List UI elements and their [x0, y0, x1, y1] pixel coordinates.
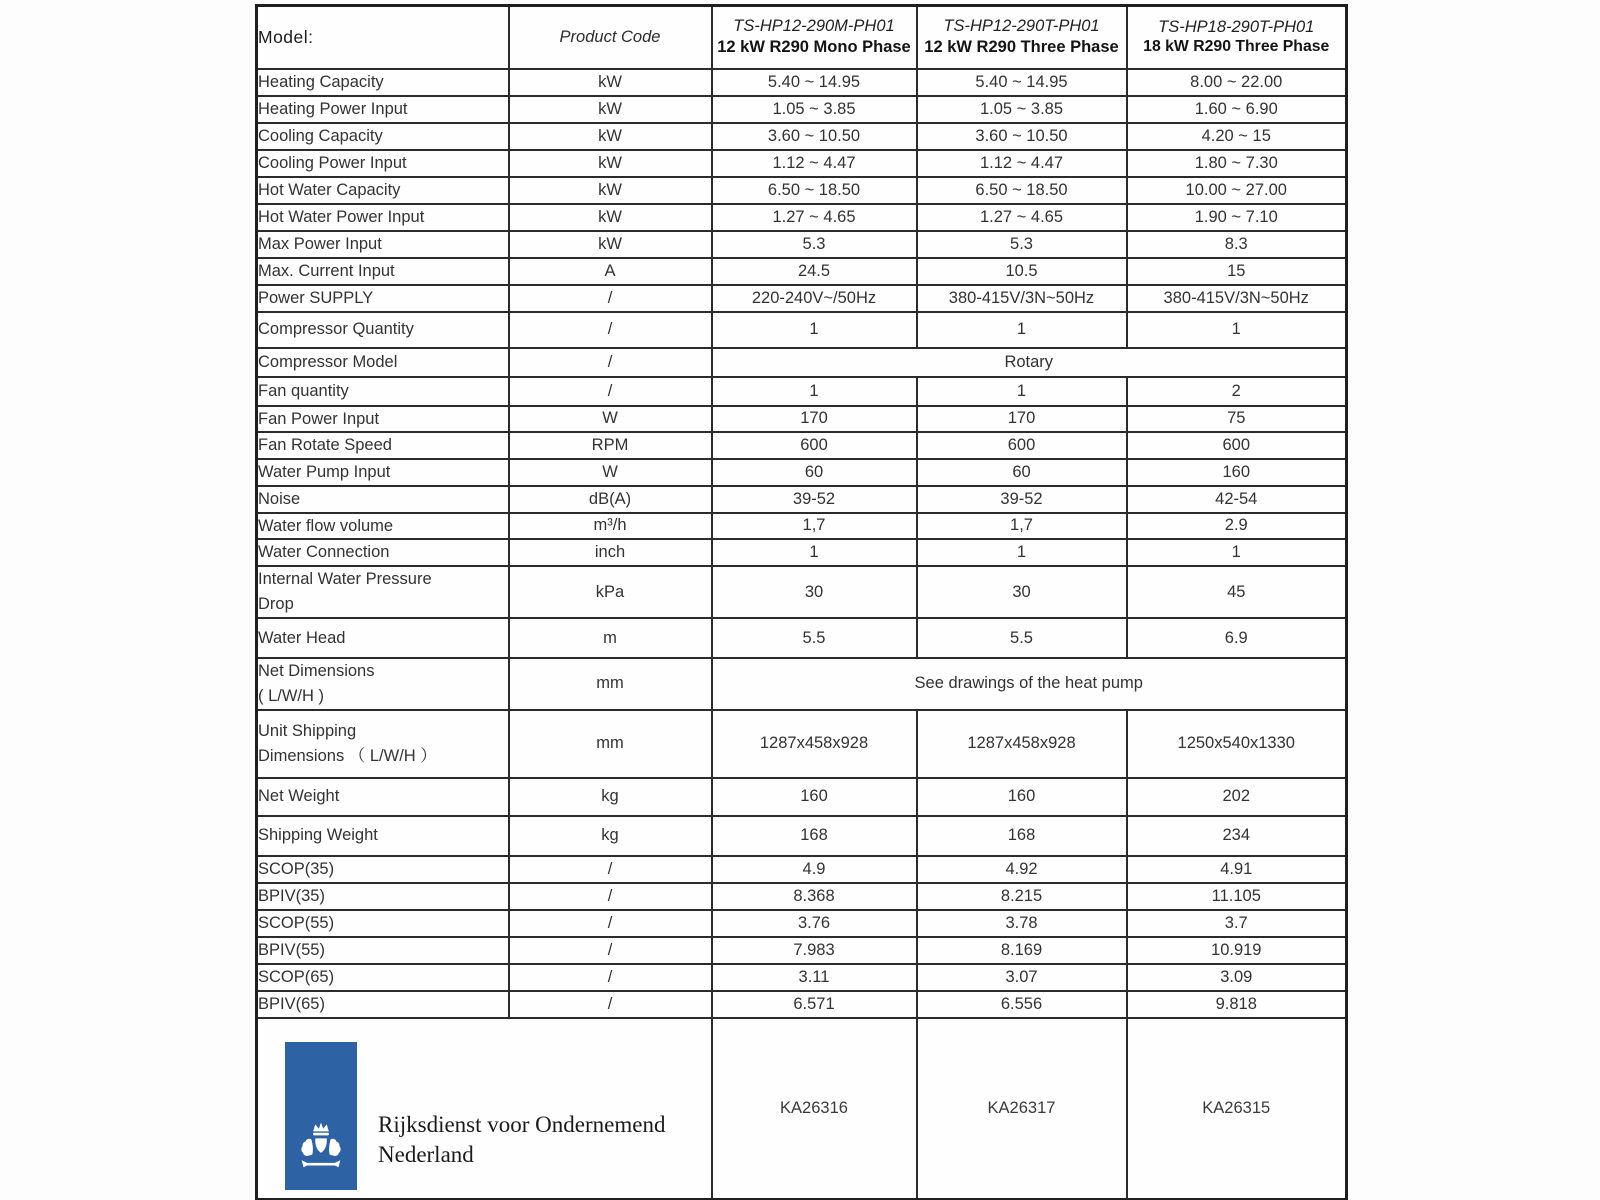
spec-value-cell: 1,7	[917, 513, 1127, 540]
spec-label: Hot Water Power Input	[258, 207, 425, 226]
spec-label-cell	[257, 432, 509, 459]
spec-value-cell: 10.5	[917, 258, 1127, 285]
model-header-cell: Model:	[257, 6, 509, 69]
spec-value-cell: 5.40 ~ 14.95	[712, 69, 917, 96]
spec-unit-cell: inch	[509, 539, 712, 566]
spec-value-cell: 220-240V~/50Hz	[712, 285, 917, 312]
spec-label: BPIV(35)	[258, 886, 325, 905]
spec-unit-cell: /	[509, 910, 712, 937]
spec-label: BPIV(65)	[258, 994, 325, 1013]
spec-label: Fan Rotate Speed	[258, 436, 392, 455]
spec-label-cell	[257, 658, 509, 710]
spec-value-cell: 380-415V/3N~50Hz	[1127, 285, 1347, 312]
spec-row	[257, 566, 1347, 618]
spec-value-cell: 15	[1127, 258, 1347, 285]
spec-unit-cell: kW	[509, 123, 712, 150]
spec-value-cell: 1287x458x928	[712, 710, 917, 778]
spec-value-cell: 170	[712, 406, 917, 433]
model-code: TS-HP18-290T-PH01	[1158, 17, 1315, 36]
spec-header-row	[257, 6, 1347, 69]
spec-value-cell: 5.40 ~ 14.95	[917, 69, 1127, 96]
spec-value-cell: 24.5	[712, 258, 917, 285]
spec-label-cell	[257, 816, 509, 856]
spec-row	[257, 658, 1347, 710]
spec-label-cell	[257, 348, 509, 377]
column-header-model-1	[712, 6, 917, 69]
spec-value-cell: 1.80 ~ 7.30	[1127, 150, 1347, 177]
spec-value-cell: 30	[712, 566, 917, 618]
spec-label: Max. Current Input	[258, 261, 395, 280]
spec-value-cell: 4.91	[1127, 856, 1347, 883]
spec-label: Heating Power Input	[258, 99, 408, 118]
spec-unit-cell: kW	[509, 204, 712, 231]
spec-value-cell: 8.00 ~ 22.00	[1127, 69, 1347, 96]
spec-label-cell	[257, 937, 509, 964]
spec-value-cell: 1	[1127, 312, 1347, 348]
spec-row	[257, 150, 1347, 177]
spec-value-cell: 170	[917, 406, 1127, 433]
spec-value-cell: 30	[917, 566, 1127, 618]
heat-pump-spec-table	[255, 4, 1348, 1200]
spec-row	[257, 486, 1347, 513]
spec-unit-cell: kW	[509, 150, 712, 177]
spec-unit-cell: A	[509, 258, 712, 285]
spec-value-cell: 3.11	[712, 964, 917, 991]
spec-value-cell: 3.60 ~ 10.50	[917, 123, 1127, 150]
spec-unit-cell: kW	[509, 177, 712, 204]
spec-value-cell: 1	[917, 539, 1127, 566]
spec-value-cell: 1	[712, 539, 917, 566]
spec-value-cell: 7.983	[712, 937, 917, 964]
spec-label-cell	[257, 231, 509, 258]
spec-value-cell: 39-52	[917, 486, 1127, 513]
spec-value-cell: 2	[1127, 377, 1347, 406]
spec-value-cell: 42-54	[1127, 486, 1347, 513]
spec-value-cell: 1287x458x928	[917, 710, 1127, 778]
spec-label-cell	[257, 96, 509, 123]
spec-label: SCOP(55)	[258, 913, 335, 932]
rvo-logo	[258, 1026, 711, 1190]
spec-label-cell	[257, 258, 509, 285]
spec-label: Net Weight	[258, 787, 340, 806]
spec-row	[257, 177, 1347, 204]
spec-unit-cell: /	[509, 377, 712, 406]
spec-value-cell: 2.9	[1127, 513, 1347, 540]
spec-unit-cell: dB(A)	[509, 486, 712, 513]
spec-value-cell: 4.9	[712, 856, 917, 883]
spec-label: Net Dimensions	[258, 662, 375, 680]
spec-value-cell: 1.90 ~ 7.10	[1127, 204, 1347, 231]
product-code-header-cell: Product Code	[509, 6, 712, 69]
spec-value-cell: 168	[712, 816, 917, 856]
spec-row	[257, 69, 1347, 96]
spec-row	[257, 406, 1347, 433]
spec-value-cell: 60	[917, 459, 1127, 486]
spec-value-cell: 1.12 ~ 4.47	[712, 150, 917, 177]
spec-value-cell: 11.105	[1127, 883, 1347, 910]
spec-value-cell: 1	[917, 377, 1127, 406]
spec-row	[257, 459, 1347, 486]
spec-label-cell	[257, 991, 509, 1018]
spec-value-cell: 10.919	[1127, 937, 1347, 964]
spec-value-cell: 60	[712, 459, 917, 486]
spec-row	[257, 432, 1347, 459]
spec-label: Cooling Capacity	[258, 126, 383, 145]
spec-value-cell: 1250x540x1330	[1127, 710, 1347, 778]
spec-value-cell: 6.9	[1127, 618, 1347, 658]
spec-value-cell: 160	[712, 778, 917, 816]
spec-row	[257, 910, 1347, 937]
spec-row	[257, 377, 1347, 406]
spec-value-cell: 160	[1127, 459, 1347, 486]
spec-span-value-cell: Rotary	[712, 348, 1347, 377]
spec-label: Water flow volume	[258, 516, 394, 535]
spec-label-cell	[257, 285, 509, 312]
spec-value-cell: 3.07	[917, 964, 1127, 991]
spec-row	[257, 231, 1347, 258]
spec-value-cell: 1.60 ~ 6.90	[1127, 96, 1347, 123]
spec-row	[257, 816, 1347, 856]
spec-value-cell: 1	[712, 377, 917, 406]
spec-unit-cell: mm	[509, 710, 712, 778]
spec-label: Water Head	[258, 628, 346, 647]
spec-unit-cell: /	[509, 937, 712, 964]
spec-value-cell: 3.76	[712, 910, 917, 937]
spec-label: SCOP(35)	[258, 859, 335, 878]
spec-value-cell: 160	[917, 778, 1127, 816]
model-name: 12 kW R290 Mono Phase	[717, 38, 911, 56]
spec-row	[257, 204, 1347, 231]
spec-value-cell: 234	[1127, 816, 1347, 856]
spec-row	[257, 618, 1347, 658]
spec-unit-cell: kW	[509, 96, 712, 123]
spec-label-cell	[257, 513, 509, 540]
certification-code-cell: KA26315	[1127, 1018, 1347, 1200]
spec-row	[257, 513, 1347, 540]
spec-label: Compressor Model	[258, 352, 398, 371]
spec-value-cell: 6.50 ~ 18.50	[917, 177, 1127, 204]
dutch-coat-of-arms-icon	[293, 1119, 349, 1177]
spec-label-line2: Dimensions （ L/W/H ）	[258, 746, 437, 765]
spec-label-cell	[257, 910, 509, 937]
spec-value-cell: 1.05 ~ 3.85	[712, 96, 917, 123]
spec-label: Heating Capacity	[258, 72, 384, 91]
spec-row	[257, 96, 1347, 123]
spec-value-cell: 3.60 ~ 10.50	[712, 123, 917, 150]
spec-value-cell: 8.215	[917, 883, 1127, 910]
rvo-logo-block	[285, 1042, 357, 1190]
spec-unit-cell: /	[509, 285, 712, 312]
spec-unit-cell: m³/h	[509, 513, 712, 540]
spec-value-cell: 1.27 ~ 4.65	[712, 204, 917, 231]
spec-row	[257, 258, 1347, 285]
certification-code-cell: KA26316	[712, 1018, 917, 1200]
spec-label-cell	[257, 123, 509, 150]
spec-label: Cooling Power Input	[258, 153, 407, 172]
spec-row	[257, 312, 1347, 348]
spec-value-cell: 6.556	[917, 991, 1127, 1018]
spec-unit-cell: m	[509, 618, 712, 658]
spec-label: Compressor Quantity	[258, 320, 414, 339]
column-header-model-3	[1127, 6, 1347, 69]
spec-value-cell: 1	[1127, 539, 1347, 566]
spec-value-cell: 3.09	[1127, 964, 1347, 991]
spec-row	[257, 991, 1347, 1018]
spec-label-cell	[257, 883, 509, 910]
spec-unit-cell: kW	[509, 231, 712, 258]
spec-row	[257, 937, 1347, 964]
spec-value-cell: 4.20 ~ 15	[1127, 123, 1347, 150]
spec-value-cell: 6.50 ~ 18.50	[712, 177, 917, 204]
spec-value-cell: 45	[1127, 566, 1347, 618]
spec-row	[257, 778, 1347, 816]
spec-label-cell	[257, 486, 509, 513]
spec-value-cell: 75	[1127, 406, 1347, 433]
rvo-logo-cell	[257, 1018, 712, 1200]
spec-label: Max Power Input	[258, 234, 382, 253]
certification-footer-row	[257, 1018, 1347, 1200]
spec-label-cell	[257, 778, 509, 816]
spec-unit-cell: W	[509, 406, 712, 433]
spec-value-cell: 600	[1127, 432, 1347, 459]
spec-row	[257, 883, 1347, 910]
spec-row	[257, 710, 1347, 778]
spec-label-line2: ( L/W/H )	[258, 686, 324, 705]
spec-unit-cell: kW	[509, 69, 712, 96]
spec-value-cell: 5.3	[917, 231, 1127, 258]
spec-label: Water Connection	[258, 543, 390, 562]
spec-value-cell: 8.3	[1127, 231, 1347, 258]
spec-label-cell	[257, 459, 509, 486]
spec-label-cell	[257, 710, 509, 778]
spec-value-cell: 168	[917, 816, 1127, 856]
spec-label: Internal Water Pressure	[258, 570, 432, 589]
spec-value-cell: 380-415V/3N~50Hz	[917, 285, 1127, 312]
spec-label: Noise	[258, 489, 301, 508]
column-header-model-2	[917, 6, 1127, 69]
spec-value-cell: 39-52	[712, 486, 917, 513]
spec-label: Fan quantity	[258, 381, 349, 400]
spec-value-cell: 5.5	[712, 618, 917, 658]
spec-value-cell: 1	[712, 312, 917, 348]
spec-unit-cell: kg	[509, 816, 712, 856]
spec-value-cell: 5.3	[712, 231, 917, 258]
spec-label-line2: Drop	[258, 595, 294, 613]
spec-value-cell: 10.00 ~ 27.00	[1127, 177, 1347, 204]
spec-label-cell	[257, 539, 509, 566]
spec-label-cell	[257, 618, 509, 658]
rvo-logo-text: Rijksdienst voor Ondernemend Nederland	[378, 1111, 666, 1168]
spec-label-cell	[257, 856, 509, 883]
spec-value-cell: 4.92	[917, 856, 1127, 883]
spec-label-cell	[257, 177, 509, 204]
certification-code-cell: KA26317	[917, 1018, 1127, 1200]
spec-row	[257, 539, 1347, 566]
spec-row	[257, 123, 1347, 150]
spec-table-body	[257, 69, 1347, 1018]
spec-label: Power SUPPLY	[258, 288, 374, 307]
spec-unit-cell: /	[509, 312, 712, 348]
model-code: TS-HP12-290M-PH01	[733, 17, 895, 36]
spec-unit-cell: mm	[509, 658, 712, 710]
spec-label: Shipping Weight	[258, 826, 378, 845]
spec-unit-cell: /	[509, 883, 712, 910]
spec-label: Hot Water Capacity	[258, 180, 401, 199]
spec-value-cell: 1.27 ~ 4.65	[917, 204, 1127, 231]
spec-unit-cell: /	[509, 964, 712, 991]
spec-value-cell: 3.78	[917, 910, 1127, 937]
spec-label-cell	[257, 964, 509, 991]
spec-label-cell	[257, 150, 509, 177]
spec-label-cell	[257, 204, 509, 231]
spec-value-cell: 202	[1127, 778, 1347, 816]
spec-value-cell: 1,7	[712, 513, 917, 540]
spec-value-cell: 8.169	[917, 937, 1127, 964]
spec-value-cell: 8.368	[712, 883, 917, 910]
spec-value-cell: 600	[917, 432, 1127, 459]
spec-label-cell	[257, 406, 509, 433]
spec-row	[257, 285, 1347, 312]
spec-unit-cell: W	[509, 459, 712, 486]
spec-span-value-cell: See drawings of the heat pump	[712, 658, 1347, 710]
model-name: 12 kW R290 Three Phase	[924, 38, 1119, 56]
spec-value-cell: 600	[712, 432, 917, 459]
spec-value-cell: 3.7	[1127, 910, 1347, 937]
spec-label-cell	[257, 312, 509, 348]
spec-unit-cell: RPM	[509, 432, 712, 459]
spec-label: Water Pump Input	[258, 463, 391, 481]
spec-row	[257, 856, 1347, 883]
spec-label-cell	[257, 69, 509, 96]
spec-unit-cell: kg	[509, 778, 712, 816]
spec-unit-cell: /	[509, 348, 712, 377]
spec-value-cell: 6.571	[712, 991, 917, 1018]
spec-value-cell: 1	[917, 312, 1127, 348]
spec-label: Unit Shipping	[258, 721, 357, 740]
spec-row	[257, 964, 1347, 991]
model-code: TS-HP12-290T-PH01	[943, 17, 1100, 36]
spec-label: BPIV(55)	[258, 940, 325, 959]
spec-label: SCOP(65)	[258, 967, 335, 986]
model-name: 18 kW R290 Three Phase	[1143, 38, 1330, 56]
spec-unit-cell: kPa	[509, 566, 712, 618]
spec-unit-cell: /	[509, 991, 712, 1018]
spec-value-cell: 5.5	[917, 618, 1127, 658]
spec-value-cell: 1.12 ~ 4.47	[917, 150, 1127, 177]
spec-row	[257, 348, 1347, 377]
spec-unit-cell: /	[509, 856, 712, 883]
spec-label-cell	[257, 566, 509, 618]
spec-label-cell	[257, 377, 509, 406]
spec-value-cell: 9.818	[1127, 991, 1347, 1018]
spec-label: Fan Power Input	[258, 409, 380, 428]
spec-value-cell: 1.05 ~ 3.85	[917, 96, 1127, 123]
